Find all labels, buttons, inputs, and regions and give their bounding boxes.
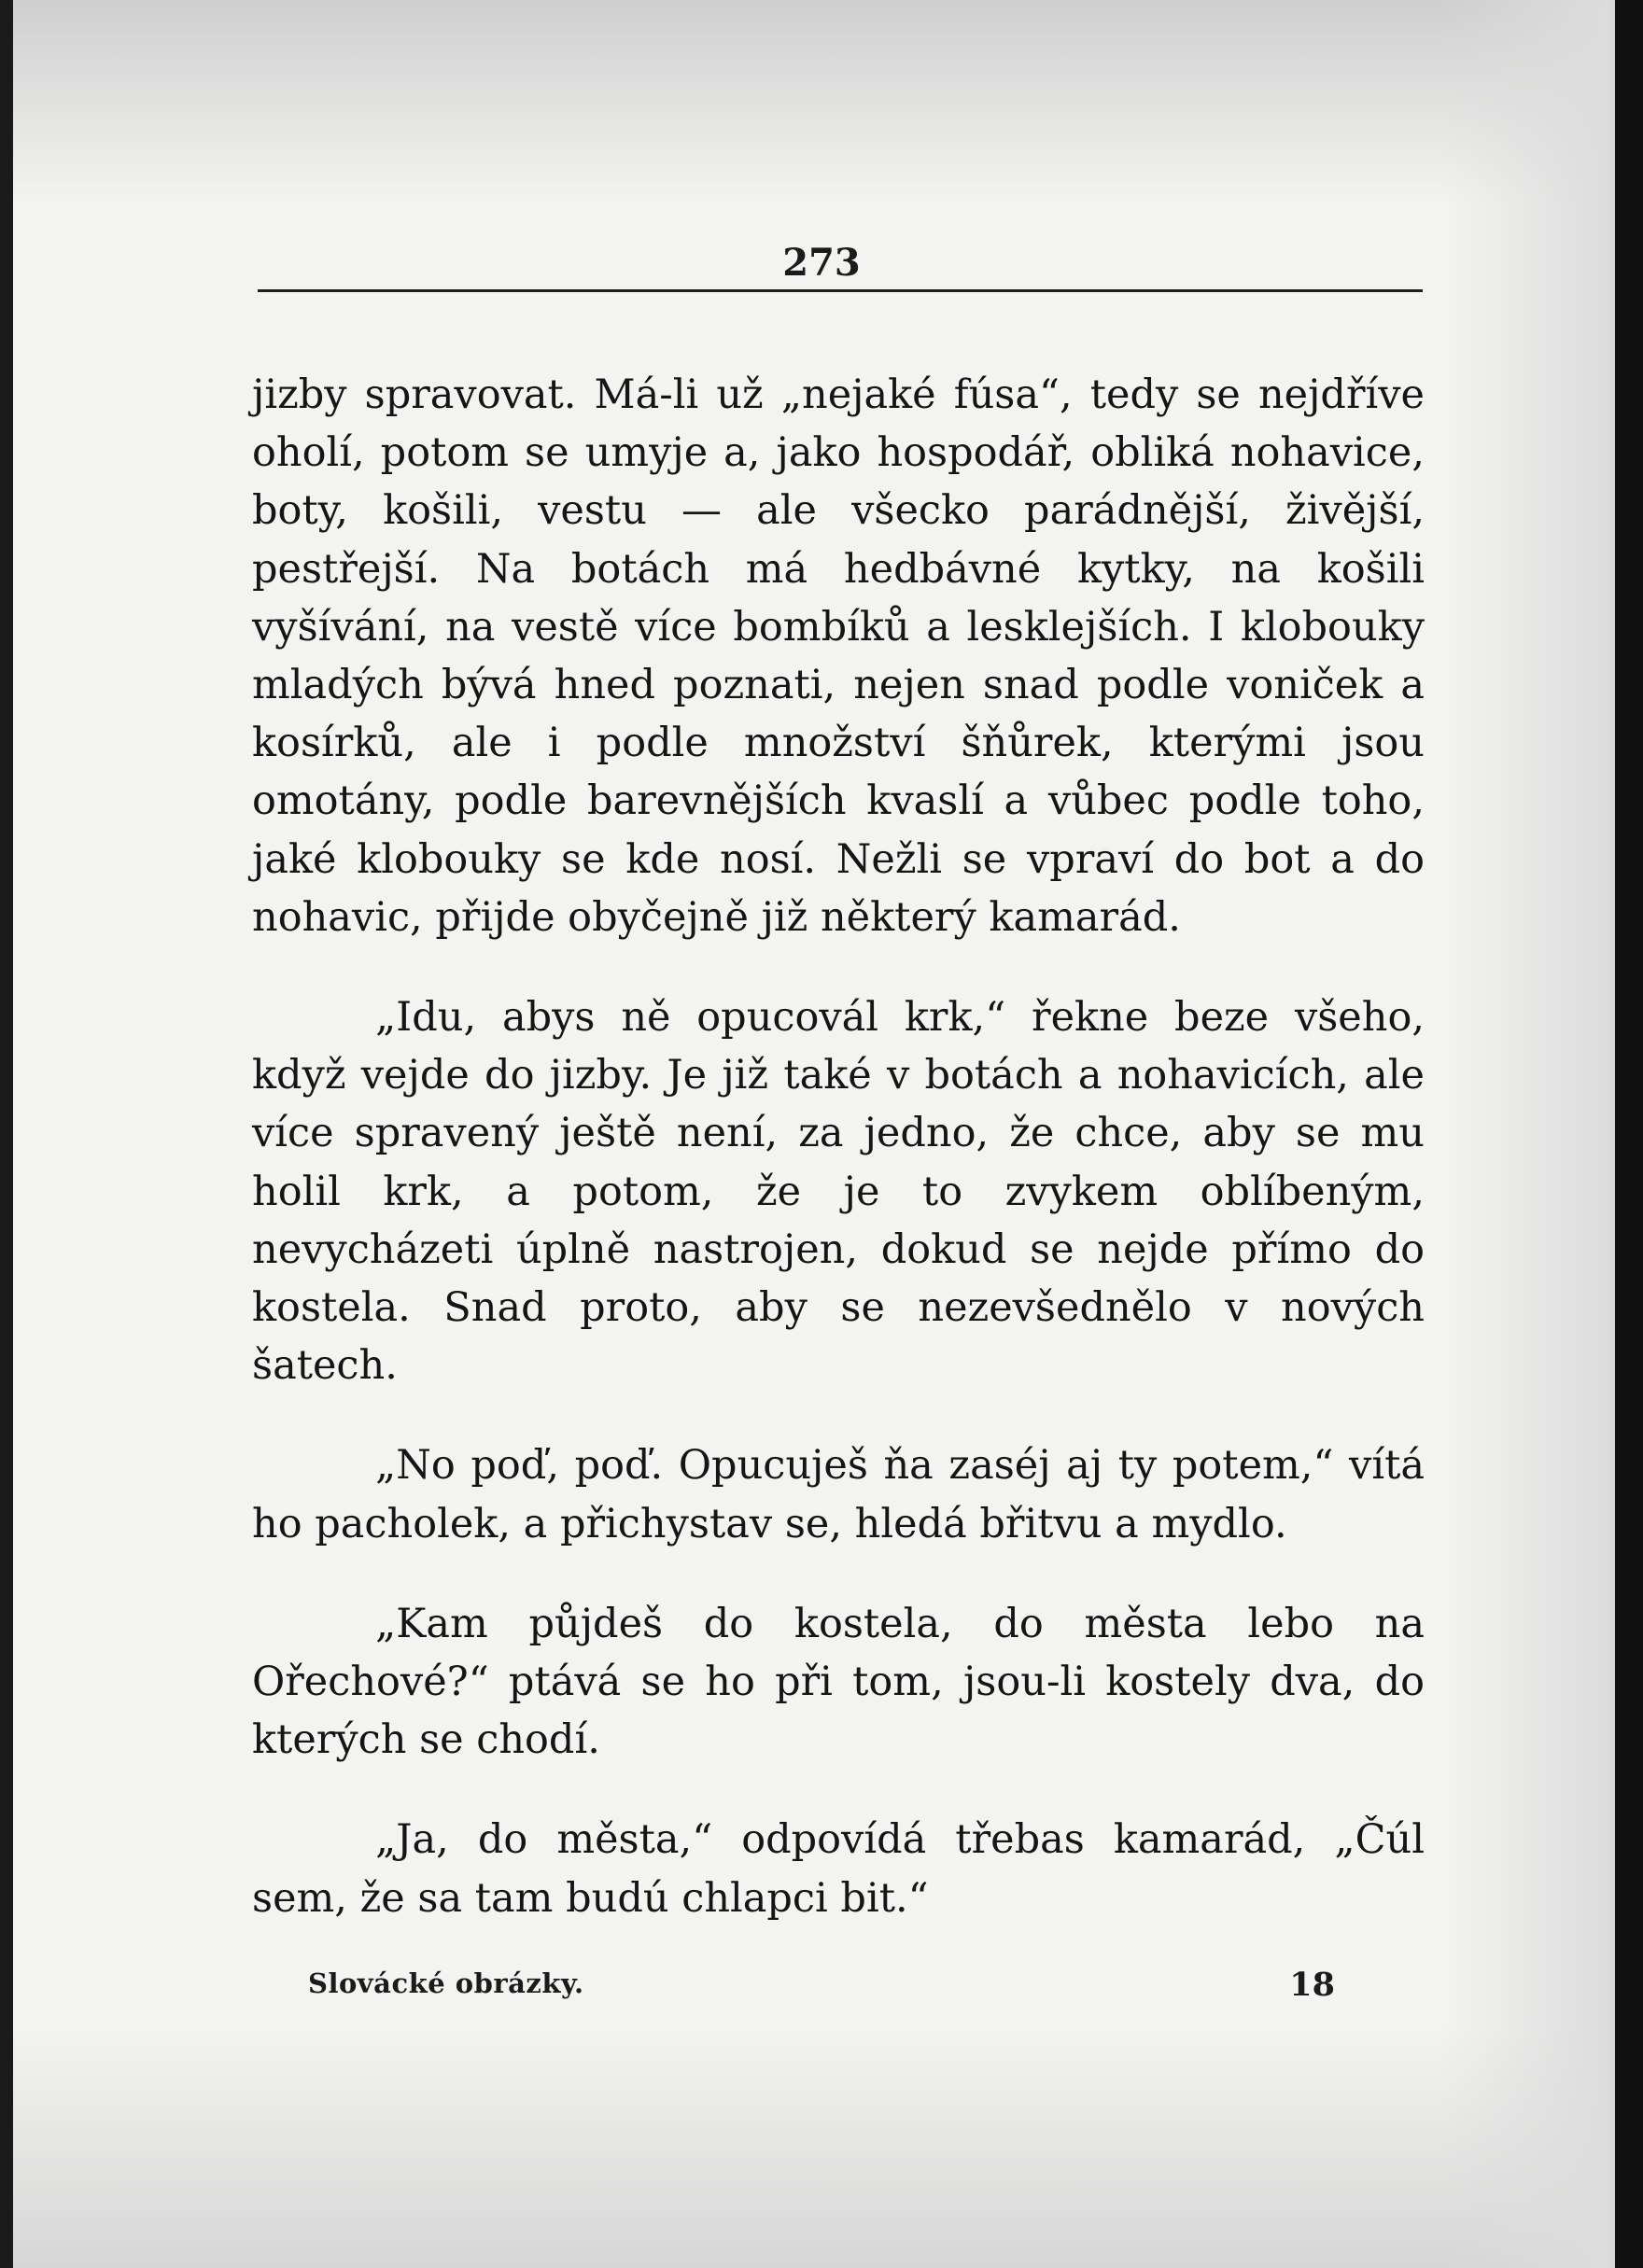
paragraph-3: „No poď, poď. Opucuješ ňa zaséj aj ty potem,“ vítá ho pacholek, a přichystav se, hledá břitvu a mydlo. <box>252 1442 1425 1547</box>
scan-shadow-right <box>1441 0 1609 2268</box>
paragraph-1: jizby spravovat. Má-li už „nejaké fúsa“, tedy se nejdříve oholí, potom se umyje a, jako hospodář, obliká nohavice, boty, košili, vestu — ale všecko parádnější, živější, pestřejší. Na botách má hedbávné kytky, na košili vyšívání, na vestě více bombíků a lesklejších. I klobouky mladých bývá hned poznati, nejen snad podle voniček a kosírků, ale i podle množství šňůrek, kterými jsou omotány, podle barevnějších kvaslí a vůbec podle toho, jaké klobouky se kde nosí. Nežli se vpraví do bot a do nohavic, přijde obyčejně již některý kamarád. <box>252 371 1425 941</box>
paragraph-5: „Ja, do města,“ odpovídá třebas kamarád, „Čúl sem, že sa tam budú chlapci bit.“ <box>252 1816 1425 1922</box>
body-text <box>252 366 1425 1927</box>
footer-signature-mark: 18 <box>1289 1966 1335 2004</box>
scan-shadow-bottom <box>13 2025 1609 2268</box>
footer-book-title: Slovácké obrázky. <box>308 1967 584 1999</box>
paragraph-4: „Kam půjdeš do kostela, do města lebo na Ořechové?“ ptává se ho při tom, jsou-li kostely dva, do kterých se chodí. <box>252 1600 1425 1764</box>
page-number: 273 <box>782 241 861 285</box>
binding-edge-left <box>0 0 13 2268</box>
scan-shadow-top <box>13 0 1609 205</box>
binding-edge-right <box>1615 0 1643 2268</box>
header-rule <box>258 289 1423 292</box>
paragraph-2: „Idu, abys ně opucovál krk,“ řekne beze všeho, když vejde do jizby. Je již také v botách a nohavicích, ale více spravený ještě není, za jedno, že chce, aby se mu holil krk, a potom, že je to zvykem oblíbeným, nevycházeti úplně nastrojen, dokud se nejde přímo do kostela. Snad proto, aby se nezevšednělo v nových šatech. <box>252 994 1425 1390</box>
